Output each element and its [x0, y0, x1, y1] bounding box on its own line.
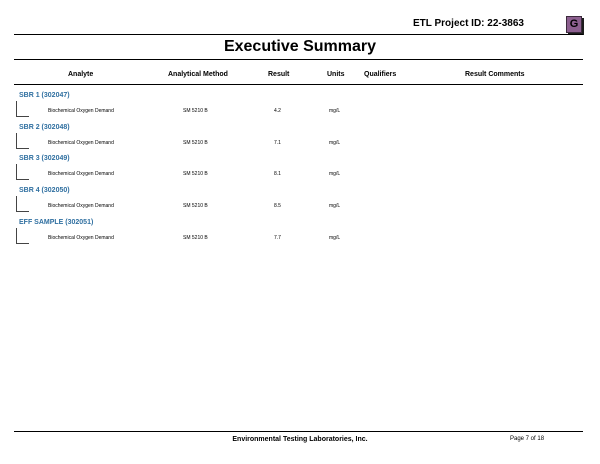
method-cell: SM 5210 B	[183, 203, 208, 209]
sample-bracket	[16, 196, 29, 212]
method-cell: SM 5210 B	[183, 140, 208, 146]
units-cell: mg/L	[329, 108, 341, 114]
result-cell: 8.1	[274, 171, 281, 177]
sample-name: SBR 3 (302049)	[19, 155, 70, 162]
result-cell: 4.2	[274, 108, 281, 114]
sample-bracket	[16, 101, 29, 117]
footer-page-number: Page 7 of 18	[510, 436, 545, 442]
column-header-result: Result	[268, 71, 290, 78]
column-header-qualifiers: Qualifiers	[364, 71, 397, 78]
project-id-value: 22-3863	[487, 18, 524, 29]
analyte-cell: Biochemical Oxygen Demand	[48, 108, 114, 114]
method-cell: SM 5210 B	[183, 171, 208, 177]
units-cell: mg/L	[329, 203, 341, 209]
units-cell: mg/L	[329, 235, 341, 241]
project-id-label: ETL Project ID:	[413, 18, 485, 29]
top-divider	[14, 34, 583, 35]
sample-block	[14, 155, 600, 185]
analyte-cell: Biochemical Oxygen Demand	[48, 171, 114, 177]
sample-block	[14, 219, 600, 249]
sample-name: SBR 1 (302047)	[19, 92, 70, 99]
sample-block	[14, 124, 600, 154]
sample-block	[14, 92, 600, 122]
footer-divider	[14, 431, 583, 432]
result-cell: 7.7	[274, 235, 281, 241]
footer-lab-name: Environmental Testing Laboratories, Inc.	[232, 436, 368, 443]
column-header-analyte: Analyte	[68, 71, 94, 78]
sample-name: EFF SAMPLE (302051)	[19, 219, 94, 226]
logo-letter: G	[569, 18, 579, 30]
sample-block	[14, 187, 600, 217]
column-header-units: Units	[327, 71, 345, 78]
analyte-cell: Biochemical Oxygen Demand	[48, 140, 114, 146]
column-header-comments: Result Comments	[465, 71, 525, 78]
analyte-cell: Biochemical Oxygen Demand	[48, 235, 114, 241]
analyte-cell: Biochemical Oxygen Demand	[48, 203, 114, 209]
lab-logo-icon	[566, 16, 582, 33]
units-cell: mg/L	[329, 171, 341, 177]
header-top-divider	[14, 59, 583, 60]
sample-bracket	[16, 228, 29, 244]
method-cell: SM 5210 B	[183, 235, 208, 241]
sample-name: SBR 2 (302048)	[19, 124, 70, 131]
sample-name: SBR 4 (302050)	[19, 187, 70, 194]
units-cell: mg/L	[329, 140, 341, 146]
sample-bracket	[16, 164, 29, 180]
method-cell: SM 5210 B	[183, 108, 208, 114]
result-cell: 7.1	[274, 140, 281, 146]
project-id-header	[413, 18, 524, 29]
header-bottom-divider	[14, 84, 583, 85]
sample-bracket	[16, 133, 29, 149]
column-header-method: Analytical Method	[168, 71, 228, 78]
result-cell: 8.5	[274, 203, 281, 209]
page-title: Executive Summary	[223, 38, 377, 55]
